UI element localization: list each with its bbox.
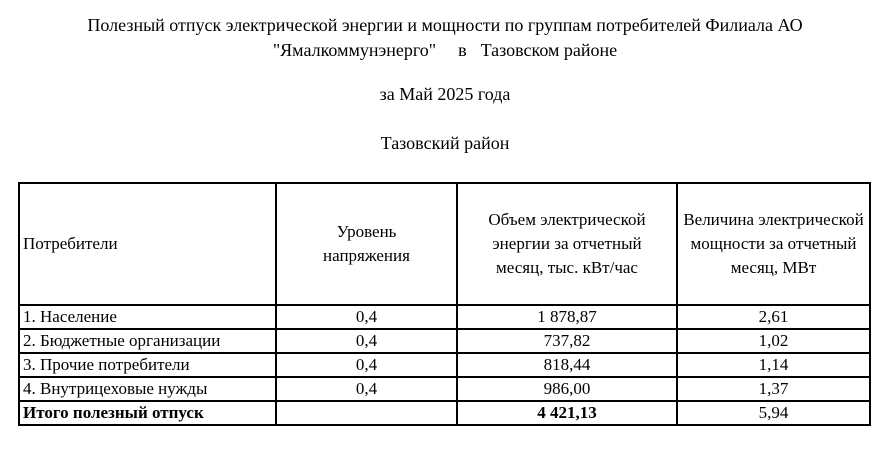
energy-cell: 818,44 [457,353,677,377]
column-header-voltage-text: Уровень напряжения [323,222,410,265]
table-row [19,329,870,353]
consumption-table [18,182,871,426]
voltage-cell: 0,4 [276,329,457,353]
column-header-power-text: Величина электрической мощности за отчетный месяц, МВт [683,210,864,277]
table-row [19,353,870,377]
voltage-cell: 0,4 [276,377,457,401]
district-name: Тазовский район [380,133,510,153]
power-cell: 2,61 [677,305,870,329]
power-cell: 1,37 [677,377,870,401]
consumer-cell: 2. Бюджетные организации [19,329,276,353]
table-row [19,305,870,329]
consumer-cell: 4. Внутрицеховые нужды [19,377,276,401]
consumer-cell: 1. Население [19,305,276,329]
energy-cell: 737,82 [457,329,677,353]
column-header-energy-text: Объем электрической энергии за отчетный месяц, тыс. кВт/час [488,210,646,277]
consumer-cell: 3. Прочие потребители [19,353,276,377]
column-header-energy [457,183,677,305]
energy-cell: 1 878,87 [457,305,677,329]
voltage-cell: 0,4 [276,305,457,329]
total-label-cell: Итого полезный отпуск [19,401,276,425]
power-cell: 1,02 [677,329,870,353]
report-period: за Май 2025 года [379,84,511,104]
report-title-line1: Полезный отпуск электрической энергии и мощности по группам потребителей Филиала АО [87,15,803,35]
table-total-row [19,401,870,425]
column-header-power [677,183,870,305]
column-header-consumers: Потребители [19,183,276,305]
table-row [19,377,870,401]
voltage-cell: 0,4 [276,353,457,377]
energy-cell: 986,00 [457,377,677,401]
total-energy-cell: 4 421,13 [457,401,677,425]
total-voltage-cell [276,401,457,425]
total-power-cell: 5,94 [677,401,870,425]
column-header-voltage [276,183,457,305]
company-name: "Ямалкоммунэнерго" [272,40,437,60]
table-header-row [19,183,870,305]
preposition: в [458,40,467,60]
report-title-line2 [0,40,890,61]
power-cell: 1,14 [677,353,870,377]
region-name: Тазовском районе [480,40,618,60]
